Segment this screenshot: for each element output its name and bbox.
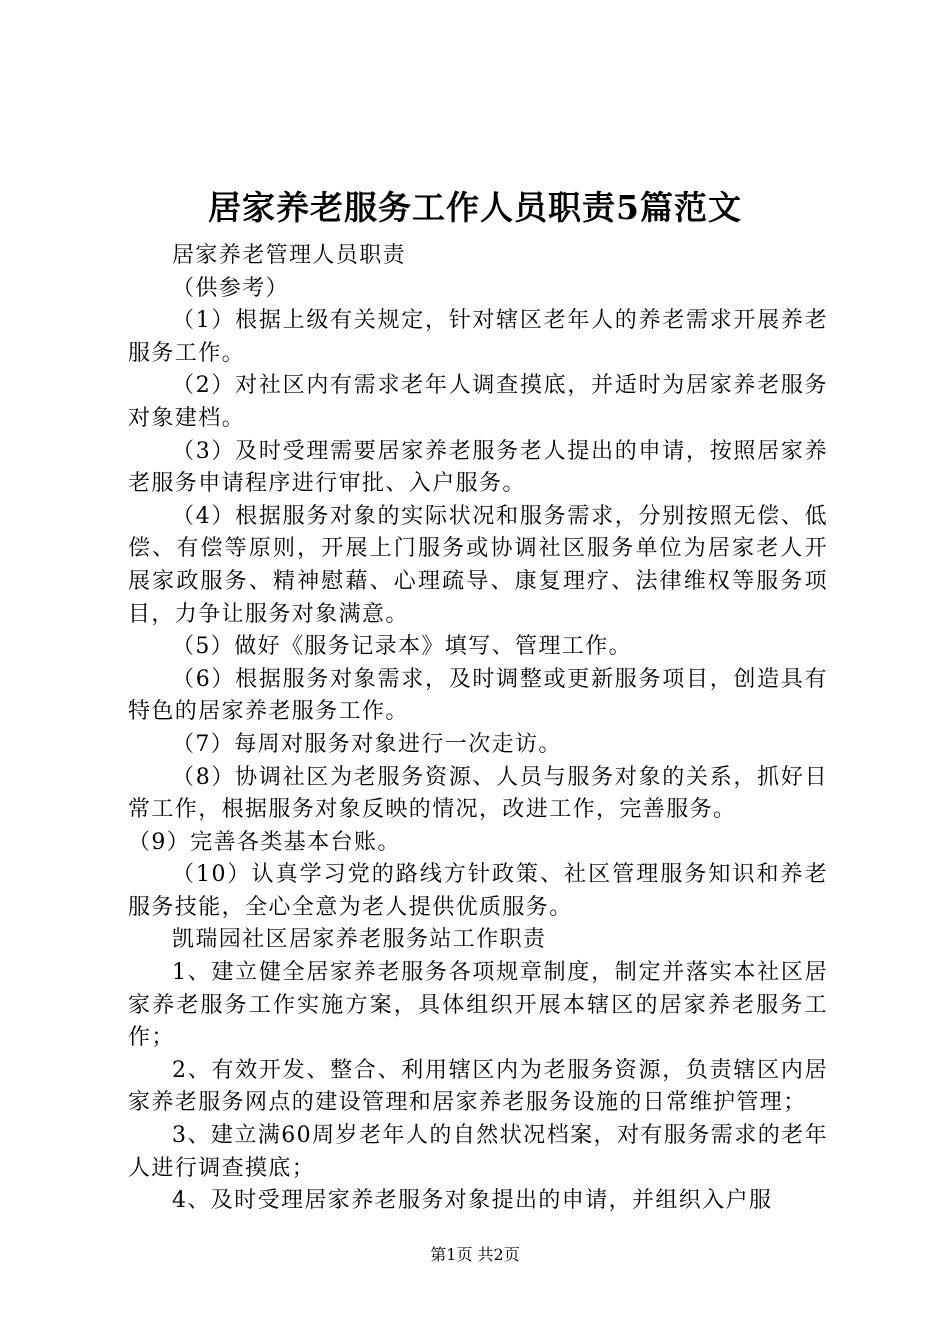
document-body bbox=[128, 240, 828, 1218]
section-heading: 居家养老管理人员职责 bbox=[172, 243, 407, 268]
duty-item: 4、及时受理居家养老服务对象提出的申请，并组织入户服 bbox=[172, 1188, 773, 1214]
duty-item: （6）根据服务对象需求，及时调整或更新服务项目，创造具有特色的居家养老服务工作。 bbox=[128, 666, 828, 725]
duty-item: （4）根据服务对象的实际状况和服务需求，分别按照无偿、低偿、有偿等原则，开展上门服务或协调社区服务单位为居家老人开展家政服务、精神慰藉、心理疏导、康复理疗、法律维权等服务项目，力争让服务对象满意。 bbox=[128, 503, 828, 627]
duty-item: （1）根据上级有关规定，针对辖区老年人的养老需求开展养老服务工作。 bbox=[128, 308, 828, 366]
page-footer: 第1页 共2页 bbox=[430, 1245, 520, 1264]
duty-item: （5）做好《服务记录本》填写、管理工作。 bbox=[172, 634, 632, 660]
duty-item: （7）每周对服务对象进行一次走访。 bbox=[172, 731, 562, 757]
document-title: 居家养老服务工作人员职责5篇范文 bbox=[208, 188, 742, 227]
duty-item: 3、建立满60周岁老年人的自然状况档案，对有服务需求的老年人进行调查摸底； bbox=[128, 1123, 828, 1181]
reference-note: （供参考） bbox=[172, 275, 290, 301]
section-heading: 凯瑞园社区居家养老服务站工作职责 bbox=[172, 927, 547, 953]
duty-item: （8）协调社区为老服务资源、人员与服务对象的关系，抓好日常工作，根据服务对象反映的情况，改进工作，完善服务。 bbox=[128, 764, 828, 823]
duty-item: （9）完善各类基本台账。 bbox=[128, 829, 401, 855]
duty-item: 2、有效开发、整合、利用辖区内为老服务资源，负责辖区内居家养老服务网点的建设管理和居家养老服务设施的日常维护管理； bbox=[128, 1057, 828, 1116]
duty-item: （10）认真学习党的路线方针政策、社区管理服务知识和养老服务技能，全心全意为老人提供优质服务。 bbox=[128, 862, 828, 920]
duty-item: （2）对社区内有需求老年人调查摸底，并适时为居家养老服务对象建档。 bbox=[128, 373, 828, 431]
duty-item: （3）及时受理需要居家养老服务老人提出的申请，按照居家养老服务申请程序进行审批、入户服务。 bbox=[128, 438, 828, 497]
duty-item: 1、建立健全居家养老服务各项规章制度，制定并落实本社区居家养老服务工作实施方案，具体组织开展本辖区的居家养老服务工作； bbox=[128, 960, 828, 1051]
